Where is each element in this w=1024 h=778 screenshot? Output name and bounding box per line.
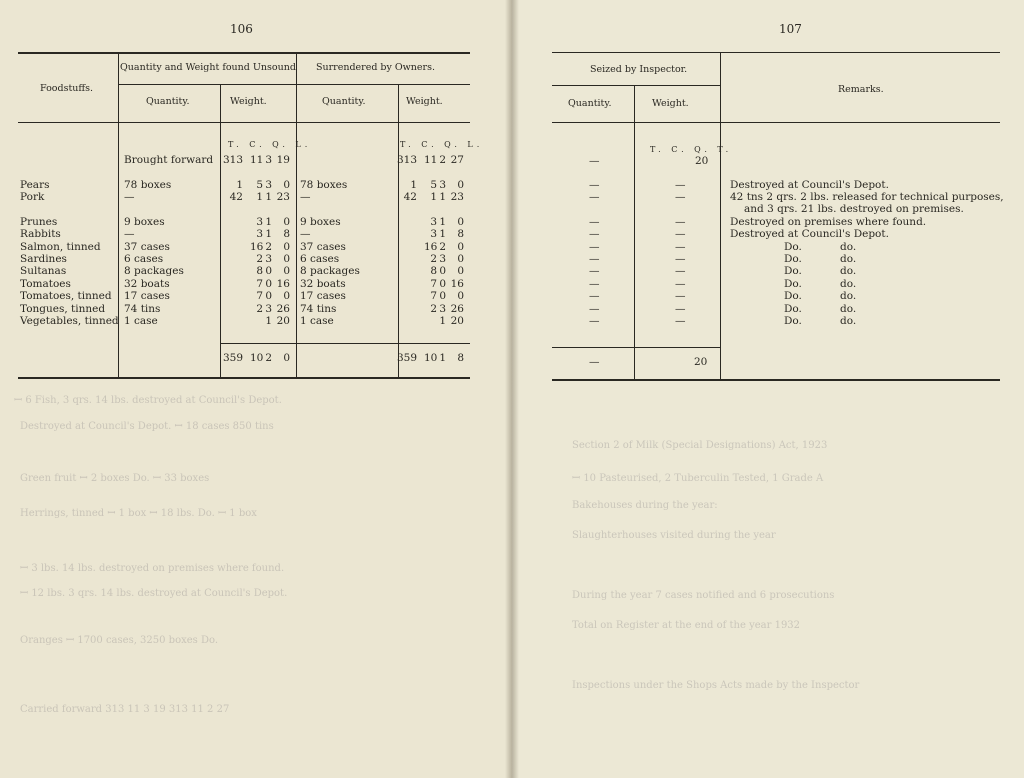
remark-ditto: Do.: [784, 303, 802, 315]
row-foodstuff: Sardines: [20, 253, 67, 265]
row-quantity-surrendered: 37 cases: [300, 241, 346, 253]
left-page: ꟷ 6 Fish, 3 qrs. 14 lbs. destroyed at Council's Depot. Destroyed at Council's Depot. ꟷ 18 cases 850 tins Green fruit ꟷ 2 boxes Do. ꟷ 33 boxes Herrings, tinned ꟷ 1 box ꟷ 18 lbs. Do. ꟷ 1 box ꟷ 3 lbs. 14 lbs. destroyed on premises where found. ꟷ 12 lbs. 3 qrs. 14 lbs. destroyed at Council's Depot. Oranges ꟷ 1700 cases, 3250 boxes Do. Carried forward 313 11 3 19 313 11 2 27 106 Foodstuffs. Quantity and Weight found Unsound Surrendered by Owners. Quantity. Weight. Quantity. Weight. T. C. Q. L. T. C. Q. L. Brought forward 313 11 3 19 313 11 2 27 Pears 78 boxes 78 boxes 1 5 3 0 1 5 3 0 Pork — — 42 1 1 23 42 1 1 23 Prunes 9 boxes 9 boxes 3 1 0 3 1 0 Rabbits — — 3 1 8 3 1 8 Salmon, tinned 37 cases 37 cases 16 2 0 16 2 0 Sardines 6 cases 6 cases 2 3 0 2 3 0 Sultanas 8 packages 8 packages 8 0 0 8 0 0 Tomatoes 32 boats 32 boats 7 0 16 7 0 16 Tomatoes, tinned 17 cases 17 cases 7 0 0 7 0 0 Tongues, tinned 74 tins 74 tins 2 3 26 2 3 26 Vegetables, tinned 1 case 1 case 1 20 1 20 359 10 2 0 359 10 1 8: [0, 0, 512, 778]
row-weight-surrendered: 0: [457, 241, 464, 253]
row-weight-found: 7: [256, 290, 263, 302]
row-quantity-surrendered: 1 case: [300, 315, 334, 327]
row-weight-found: 3: [256, 228, 263, 240]
row-quantity-found: 78 boxes: [124, 179, 172, 191]
row-weight-found: 3: [265, 154, 272, 166]
row-weight-found: 16: [250, 241, 264, 253]
row-weight-found: 26: [276, 303, 290, 315]
total-weight-found: 2: [265, 352, 272, 364]
weight-header: Weight.: [230, 96, 267, 107]
seized-quantity-dash: —: [589, 290, 600, 302]
remark-ditto: do.: [840, 241, 857, 253]
seized-quantity-dash: —: [589, 179, 600, 191]
row-quantity-surrendered: —: [300, 191, 311, 203]
row-quantity-found: Brought forward: [124, 154, 214, 166]
row-weight-surrendered: 3: [439, 253, 446, 265]
seized-quantity-dash: —: [589, 278, 600, 290]
seized-weight-dash: —: [675, 253, 686, 265]
row-weight-surrendered: 23: [450, 191, 464, 203]
row-weight-found: 2: [256, 303, 263, 315]
row-weight-surrendered: 313: [396, 154, 417, 166]
row-weight-surrendered: 16: [424, 241, 438, 253]
row-quantity-surrendered: 9 boxes: [300, 216, 341, 228]
row-weight-surrendered: 2: [439, 241, 446, 253]
row-weight-surrendered: 20: [450, 315, 464, 327]
row-quantity-found: 1 case: [124, 315, 158, 327]
row-weight-surrendered: 1: [430, 191, 437, 203]
remark-ditto: Do.: [784, 278, 802, 290]
row-weight-found: 0: [265, 278, 272, 290]
total-weight-surrendered: 359: [396, 352, 417, 364]
remark: and 3 qrs. 21 lbs. destroyed on premises.: [744, 203, 964, 215]
row-quantity-surrendered: —: [300, 228, 311, 240]
row-weight-found: 3: [265, 179, 272, 191]
row-weight-found: 16: [276, 278, 290, 290]
row-weight-surrendered: 3: [439, 179, 446, 191]
row-quantity-found: 17 cases: [124, 290, 170, 302]
seized-weight-dash: —: [675, 228, 686, 240]
row-weight-found: 23: [276, 191, 290, 203]
seized-quantity-dash: —: [589, 303, 600, 315]
row-weight-surrendered: 2: [439, 154, 446, 166]
row-weight-found: 11: [250, 154, 264, 166]
row-weight-surrendered: 1: [439, 191, 446, 203]
total-weight: 20: [694, 356, 708, 368]
row-weight-surrendered: 0: [439, 290, 446, 302]
row-weight-found: 0: [283, 179, 290, 191]
seized-quantity-dash: —: [589, 265, 600, 277]
row-weight-surrendered: 3: [430, 216, 437, 228]
seized-weight-dash: —: [675, 241, 686, 253]
row-quantity-surrendered: 74 tins: [300, 303, 337, 315]
row-weight-found: 5: [256, 179, 263, 191]
row-weight-surrendered: 3: [430, 228, 437, 240]
row-weight-found: 1: [265, 315, 272, 327]
weight-units: T. C. Q. L.: [228, 140, 312, 149]
row-weight-surrendered: 1: [439, 315, 446, 327]
row-weight-surrendered: 0: [457, 216, 464, 228]
row-weight-surrendered: 0: [457, 179, 464, 191]
row-weight-surrendered: 0: [457, 290, 464, 302]
row-weight-found: 8: [283, 228, 290, 240]
row-weight-surrendered: 5: [430, 179, 437, 191]
row-weight-surrendered: 8: [457, 228, 464, 240]
row-weight-found: 3: [256, 216, 263, 228]
row-weight-surrendered: 11: [424, 154, 438, 166]
page-number: 107: [779, 22, 802, 36]
seized-quantity-dash: —: [589, 241, 600, 253]
remark-ditto: do.: [840, 278, 857, 290]
book-gutter: [505, 0, 519, 778]
weight-header: Weight.: [652, 98, 689, 109]
seized-weight-dash: —: [675, 315, 686, 327]
remark-ditto: do.: [840, 253, 857, 265]
row-quantity-surrendered: 17 cases: [300, 290, 346, 302]
row-weight-surrendered: 7: [430, 278, 437, 290]
weight-units: T. C. Q. T.: [650, 145, 733, 154]
row-weight-surrendered: 8: [430, 265, 437, 277]
seized-header: Seized by Inspector.: [590, 64, 688, 75]
row-foodstuff: Salmon, tinned: [20, 241, 101, 253]
row-weight-surrendered: 42: [403, 191, 417, 203]
remark-ditto: Do.: [784, 253, 802, 265]
row-quantity-found: 9 boxes: [124, 216, 165, 228]
row-foodstuff: Tomatoes: [20, 278, 71, 290]
row-weight-surrendered: 3: [439, 303, 446, 315]
brought-forward-weight: 20: [695, 155, 709, 167]
row-weight-found: 3: [265, 253, 272, 265]
row-quantity-found: 6 cases: [124, 253, 164, 265]
row-weight-found: 0: [265, 290, 272, 302]
row-weight-found: 1: [265, 228, 272, 240]
seized-quantity-dash: —: [589, 228, 600, 240]
remark-ditto: Do.: [784, 265, 802, 277]
remark-ditto: do.: [840, 290, 857, 302]
row-foodstuff: Pears: [20, 179, 50, 191]
foodstuffs-header: Foodstuffs.: [40, 83, 94, 94]
remark-ditto: Do.: [784, 241, 802, 253]
row-foodstuff: Vegetables, tinned: [20, 315, 119, 327]
row-quantity-found: —: [124, 191, 135, 203]
row-weight-surrendered: 2: [430, 253, 437, 265]
row-quantity-surrendered: 8 packages: [300, 265, 360, 277]
remark-ditto: do.: [840, 315, 857, 327]
seized-weight-dash: —: [675, 290, 686, 302]
seized-quantity-dash: —: [589, 253, 600, 265]
seized-weight-dash: —: [675, 303, 686, 315]
row-weight-found: 8: [256, 265, 263, 277]
row-foodstuff: Rabbits: [20, 228, 61, 240]
row-quantity-found: 8 packages: [124, 265, 184, 277]
found-unsound-header: Quantity and Weight found Unsound: [120, 62, 296, 73]
row-weight-found: 0: [283, 265, 290, 277]
row-quantity-surrendered: 78 boxes: [300, 179, 348, 191]
remark: Destroyed at Council's Depot.: [730, 228, 889, 240]
total-weight-found: 359: [222, 352, 243, 364]
row-foodstuff: Sultanas: [20, 265, 67, 277]
remark: Destroyed on premises where found.: [730, 216, 927, 228]
remark-ditto: do.: [840, 265, 857, 277]
quantity-header: Quantity.: [568, 98, 612, 109]
weight-units: T. C. Q. L.: [400, 140, 484, 149]
remark: 42 tns 2 qrs. 2 lbs. released for technical purposes,: [730, 191, 1004, 203]
total-weight-found: 10: [250, 352, 264, 364]
row-foodstuff: Prunes: [20, 216, 58, 228]
row-weight-surrendered: 1: [410, 179, 417, 191]
surrendered-header: Surrendered by Owners.: [316, 62, 435, 73]
row-weight-surrendered: 0: [457, 265, 464, 277]
total-weight-surrendered: 10: [424, 352, 438, 364]
seized-weight-dash: —: [675, 191, 686, 203]
row-weight-surrendered: 7: [430, 290, 437, 302]
total-quantity-dash: —: [589, 356, 600, 368]
seized-weight-dash: —: [675, 265, 686, 277]
row-weight-found: 2: [265, 241, 272, 253]
row-weight-surrendered: 16: [450, 278, 464, 290]
row-weight-surrendered: 0: [439, 278, 446, 290]
remark: Destroyed at Council's Depot.: [730, 179, 889, 191]
row-weight-surrendered: 26: [450, 303, 464, 315]
row-weight-found: 19: [276, 154, 290, 166]
row-weight-found: 1: [236, 179, 243, 191]
row-weight-found: 0: [265, 265, 272, 277]
row-quantity-surrendered: 6 cases: [300, 253, 340, 265]
row-foodstuff: Pork: [20, 191, 45, 203]
seized-quantity-dash: —: [589, 216, 600, 228]
row-weight-surrendered: 27: [450, 154, 464, 166]
quantity-header: Quantity.: [146, 96, 190, 107]
seized-quantity-dash: —: [589, 315, 600, 327]
total-weight-surrendered: 1: [439, 352, 446, 364]
weight-header: Weight.: [406, 96, 443, 107]
row-foodstuff: Tongues, tinned: [20, 303, 106, 315]
page-number: 106: [230, 22, 253, 36]
seized-weight-dash: —: [675, 179, 686, 191]
total-weight-surrendered: 8: [457, 352, 464, 364]
row-quantity-surrendered: 32 boats: [300, 278, 346, 290]
row-weight-found: 20: [276, 315, 290, 327]
row-weight-found: 313: [222, 154, 243, 166]
row-weight-surrendered: 0: [439, 265, 446, 277]
row-weight-found: 0: [283, 253, 290, 265]
row-quantity-found: —: [124, 228, 135, 240]
row-weight-found: 42: [229, 191, 243, 203]
row-weight-found: 1: [265, 191, 272, 203]
row-quantity-found: 74 tins: [124, 303, 161, 315]
dash: —: [589, 155, 600, 167]
row-weight-found: 7: [256, 278, 263, 290]
row-quantity-found: 37 cases: [124, 241, 170, 253]
row-weight-found: 1: [256, 191, 263, 203]
row-foodstuff: Tomatoes, tinned: [20, 290, 112, 302]
row-weight-found: 2: [256, 253, 263, 265]
seized-weight-dash: —: [675, 278, 686, 290]
row-weight-found: 1: [265, 216, 272, 228]
seized-weight-dash: —: [675, 216, 686, 228]
row-weight-surrendered: 1: [439, 228, 446, 240]
seized-quantity-dash: —: [589, 191, 600, 203]
row-weight-found: 0: [283, 216, 290, 228]
row-weight-found: 0: [283, 241, 290, 253]
row-weight-surrendered: 2: [430, 303, 437, 315]
remark-ditto: Do.: [784, 315, 802, 327]
row-quantity-found: 32 boats: [124, 278, 170, 290]
row-weight-surrendered: 0: [457, 253, 464, 265]
remarks-header: Remarks.: [838, 84, 884, 95]
right-page: Section 2 of Milk (Special Designations) Act, 1923 ꟷ 10 Pasteurised, 2 Tuberculin Tested, 1 Grade A Bakehouses during the year: Slaughterhouses visited during the year During the year 7 cases notified and 6 prosecutions Total on Register at the end of the year 1932 Inspections under the Shops Acts made by the Inspector 107 Seized by Inspector. Quantity. Weight. Remarks. T. C. Q. T. — 20 — — — — — — — — — — — — — — — — — — — — — — Destroyed at Council's Depot. 42 tns 2 qrs. 2 lbs. released for technical purposes, and 3 qrs. 21 lbs. destroyed on premises. Destroyed on premises where found. Destroyed at Council's Depot. Do. do. Do. do. Do. do. Do. do. Do. do. Do. do. Do. do. — 20: [512, 0, 1024, 778]
remark-ditto: Do.: [784, 290, 802, 302]
row-weight-found: 0: [283, 290, 290, 302]
row-weight-found: 3: [265, 303, 272, 315]
total-weight-found: 0: [283, 352, 290, 364]
quantity-header: Quantity.: [322, 96, 366, 107]
row-weight-surrendered: 1: [439, 216, 446, 228]
remark-ditto: do.: [840, 303, 857, 315]
